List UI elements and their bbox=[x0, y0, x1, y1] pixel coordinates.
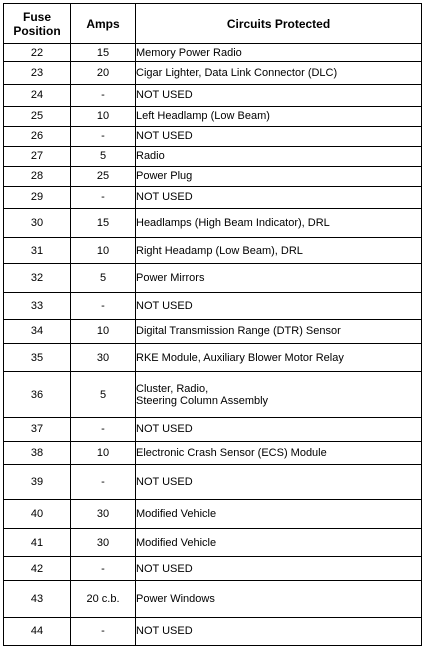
amps-cell bbox=[71, 62, 136, 85]
amps-cell-text: 20 bbox=[96, 67, 110, 80]
table-row bbox=[4, 238, 422, 264]
table-row bbox=[4, 417, 422, 441]
circuit-cell-text: NOT USED bbox=[136, 191, 193, 204]
circuit-cell bbox=[136, 417, 422, 441]
fuse-position-cell bbox=[4, 209, 71, 238]
fuse-position-cell bbox=[4, 106, 71, 127]
amps-cell-text: 5 bbox=[99, 388, 107, 401]
amps-cell-text: - bbox=[101, 423, 105, 436]
circuit-cell bbox=[136, 344, 422, 372]
amps-cell-text: - bbox=[101, 476, 105, 489]
amps-cell bbox=[71, 292, 136, 319]
fuse-table bbox=[3, 3, 422, 646]
circuit-cell-text: Radio bbox=[136, 150, 165, 163]
fuse-position-cell-text: 34 bbox=[30, 325, 44, 338]
circuit-cell bbox=[136, 557, 422, 581]
fuse-position-cell-text: 25 bbox=[30, 110, 44, 123]
table-row bbox=[4, 319, 422, 344]
fuse-position-cell-text: 39 bbox=[30, 476, 44, 489]
fuse-position-cell bbox=[4, 417, 71, 441]
amps-cell-text: - bbox=[101, 562, 105, 575]
circuit-cell-text: Headlamps (High Beam Indicator), DRL bbox=[136, 217, 330, 230]
circuit-cell-text: NOT USED bbox=[136, 476, 193, 489]
circuit-cell-text: RKE Module, Auxiliary Blower Motor Relay bbox=[136, 351, 344, 364]
fuse-position-cell bbox=[4, 319, 71, 344]
circuit-cell bbox=[136, 186, 422, 209]
amps-cell-text: 30 bbox=[96, 351, 110, 364]
amps-cell-text: 10 bbox=[96, 325, 110, 338]
amps-cell-text: - bbox=[101, 625, 105, 638]
table-row bbox=[4, 441, 422, 465]
amps-cell bbox=[71, 319, 136, 344]
amps-cell-text: 20 c.b. bbox=[86, 592, 120, 605]
circuit-cell bbox=[136, 167, 422, 186]
table-row bbox=[4, 264, 422, 292]
fuse-position-cell bbox=[4, 617, 71, 645]
circuit-cell bbox=[136, 209, 422, 238]
circuit-cell-text: Modified Vehicle bbox=[136, 536, 217, 549]
fuse-position-cell bbox=[4, 557, 71, 581]
amps-cell-text: - bbox=[101, 191, 105, 204]
fuse-position-cell-text: 27 bbox=[30, 150, 44, 163]
fuse-position-cell bbox=[4, 62, 71, 85]
fuse-position-cell-text: 31 bbox=[30, 244, 44, 257]
circuit-cell bbox=[136, 529, 422, 557]
fuse-position-cell bbox=[4, 264, 71, 292]
amps-cell bbox=[71, 167, 136, 186]
fuse-position-cell-text: 44 bbox=[30, 625, 44, 638]
circuit-cell bbox=[136, 581, 422, 618]
table-row bbox=[4, 557, 422, 581]
header-circuits-protected: Circuits Protected bbox=[136, 4, 422, 44]
fuse-position-cell-text: 30 bbox=[30, 217, 44, 230]
amps-cell-text: 10 bbox=[96, 244, 110, 257]
amps-cell bbox=[71, 441, 136, 465]
fuse-position-cell-text: 42 bbox=[30, 562, 44, 575]
circuit-cell-text: NOT USED bbox=[136, 130, 193, 143]
table-row bbox=[4, 106, 422, 127]
fuse-position-cell-text: 35 bbox=[30, 351, 44, 364]
circuit-cell-text: Cluster, Radio, Steering Column Assembly bbox=[136, 382, 269, 407]
fuse-position-cell-text: 29 bbox=[30, 191, 44, 204]
circuit-cell bbox=[136, 264, 422, 292]
table-row bbox=[4, 581, 422, 618]
fuse-position-cell bbox=[4, 292, 71, 319]
fuse-position-cell-text: 43 bbox=[30, 592, 44, 605]
amps-cell-text: 5 bbox=[99, 150, 107, 163]
fuse-position-cell-text: 22 bbox=[30, 46, 44, 59]
amps-cell-text: 10 bbox=[96, 110, 110, 123]
amps-cell bbox=[71, 344, 136, 372]
fuse-position-cell bbox=[4, 167, 71, 186]
circuit-cell bbox=[136, 238, 422, 264]
table-row bbox=[4, 372, 422, 417]
header-row bbox=[4, 4, 422, 44]
circuit-cell-text: Modified Vehicle bbox=[136, 508, 217, 521]
fuse-position-cell-text: 24 bbox=[30, 89, 44, 102]
amps-cell-text: 10 bbox=[96, 447, 110, 459]
circuit-cell bbox=[136, 441, 422, 465]
fuse-position-cell bbox=[4, 186, 71, 209]
table-row bbox=[4, 617, 422, 645]
amps-cell-text: - bbox=[101, 299, 105, 312]
amps-cell bbox=[71, 85, 136, 107]
table-row bbox=[4, 529, 422, 557]
fuse-position-cell bbox=[4, 499, 71, 528]
circuit-cell bbox=[136, 465, 422, 500]
amps-cell bbox=[71, 209, 136, 238]
circuit-cell bbox=[136, 106, 422, 127]
circuit-cell bbox=[136, 292, 422, 319]
circuit-cell bbox=[136, 617, 422, 645]
circuit-cell bbox=[136, 146, 422, 167]
circuit-cell-text: Power Plug bbox=[136, 170, 193, 183]
circuit-cell-text: NOT USED bbox=[136, 562, 193, 575]
fuse-position-cell bbox=[4, 344, 71, 372]
table-row bbox=[4, 499, 422, 528]
amps-cell-text: 5 bbox=[99, 271, 107, 284]
amps-cell bbox=[71, 557, 136, 581]
amps-cell bbox=[71, 238, 136, 264]
amps-cell bbox=[71, 417, 136, 441]
circuit-cell-text: Power Mirrors bbox=[136, 271, 205, 284]
circuit-cell bbox=[136, 127, 422, 146]
amps-cell bbox=[71, 372, 136, 417]
fuse-position-cell bbox=[4, 441, 71, 465]
amps-cell bbox=[71, 44, 136, 62]
table-body bbox=[4, 44, 422, 646]
amps-cell-text: 15 bbox=[96, 46, 110, 59]
fuse-position-cell bbox=[4, 581, 71, 618]
circuit-cell bbox=[136, 372, 422, 417]
table-row bbox=[4, 292, 422, 319]
circuit-cell-text: Digital Transmission Range (DTR) Sensor bbox=[136, 325, 341, 338]
fuse-position-cell bbox=[4, 146, 71, 167]
fuse-position-cell bbox=[4, 529, 71, 557]
amps-cell-text: - bbox=[101, 130, 105, 143]
table-row bbox=[4, 209, 422, 238]
fuse-position-cell-text: 41 bbox=[30, 536, 44, 549]
fuse-position-cell bbox=[4, 85, 71, 107]
amps-cell bbox=[71, 146, 136, 167]
amps-cell bbox=[71, 186, 136, 209]
table-row bbox=[4, 465, 422, 500]
circuit-cell bbox=[136, 44, 422, 62]
amps-cell bbox=[71, 465, 136, 500]
circuit-cell-text: Power Windows bbox=[136, 592, 215, 605]
amps-cell bbox=[71, 529, 136, 557]
fuse-position-cell-text: 40 bbox=[30, 508, 44, 521]
amps-cell bbox=[71, 106, 136, 127]
circuit-cell bbox=[136, 62, 422, 85]
circuit-cell-text: Electronic Crash Sensor (ECS) Module bbox=[136, 447, 327, 459]
table-row bbox=[4, 167, 422, 186]
circuit-cell bbox=[136, 319, 422, 344]
header-amps: Amps bbox=[71, 4, 136, 44]
circuit-cell-text: Memory Power Radio bbox=[136, 46, 242, 59]
amps-cell-text: 30 bbox=[96, 536, 110, 549]
amps-cell bbox=[71, 499, 136, 528]
fuse-position-cell-text: 38 bbox=[30, 447, 44, 459]
circuit-cell-text: NOT USED bbox=[136, 625, 193, 638]
circuit-cell-text: NOT USED bbox=[136, 89, 193, 102]
header-fuse-position: Fuse Position bbox=[4, 4, 71, 44]
circuit-cell-text: NOT USED bbox=[136, 299, 193, 312]
table-row bbox=[4, 85, 422, 107]
circuit-cell bbox=[136, 85, 422, 107]
circuit-cell-text: Left Headlamp (Low Beam) bbox=[136, 110, 270, 123]
fuse-position-cell-text: 33 bbox=[30, 299, 44, 312]
amps-cell bbox=[71, 127, 136, 146]
circuit-cell-text: NOT USED bbox=[136, 423, 193, 436]
amps-cell-text: 15 bbox=[96, 217, 110, 230]
amps-cell bbox=[71, 264, 136, 292]
fuse-position-cell bbox=[4, 465, 71, 500]
table-row bbox=[4, 44, 422, 62]
fuse-position-cell bbox=[4, 127, 71, 146]
circuit-cell-text: Cigar Lighter, Data Link Connector (DLC) bbox=[136, 67, 338, 80]
fuse-position-cell-text: 32 bbox=[30, 271, 44, 284]
circuit-cell bbox=[136, 499, 422, 528]
amps-cell-text: 25 bbox=[96, 170, 110, 183]
table-row bbox=[4, 186, 422, 209]
amps-cell bbox=[71, 617, 136, 645]
table-row bbox=[4, 344, 422, 372]
fuse-position-cell-text: 23 bbox=[30, 67, 44, 80]
fuse-position-cell-text: 26 bbox=[30, 130, 44, 143]
table-row bbox=[4, 146, 422, 167]
fuse-position-cell-text: 28 bbox=[30, 170, 44, 183]
amps-cell bbox=[71, 581, 136, 618]
table-row bbox=[4, 62, 422, 85]
amps-cell-text: - bbox=[101, 89, 105, 102]
fuse-position-cell-text: 36 bbox=[30, 388, 44, 401]
fuse-position-cell-text: 37 bbox=[30, 423, 44, 436]
fuse-position-cell bbox=[4, 372, 71, 417]
fuse-position-cell bbox=[4, 44, 71, 62]
amps-cell-text: 30 bbox=[96, 508, 110, 521]
circuit-cell-text: Right Headamp (Low Beam), DRL bbox=[136, 244, 303, 257]
fuse-position-cell bbox=[4, 238, 71, 264]
table-row bbox=[4, 127, 422, 146]
